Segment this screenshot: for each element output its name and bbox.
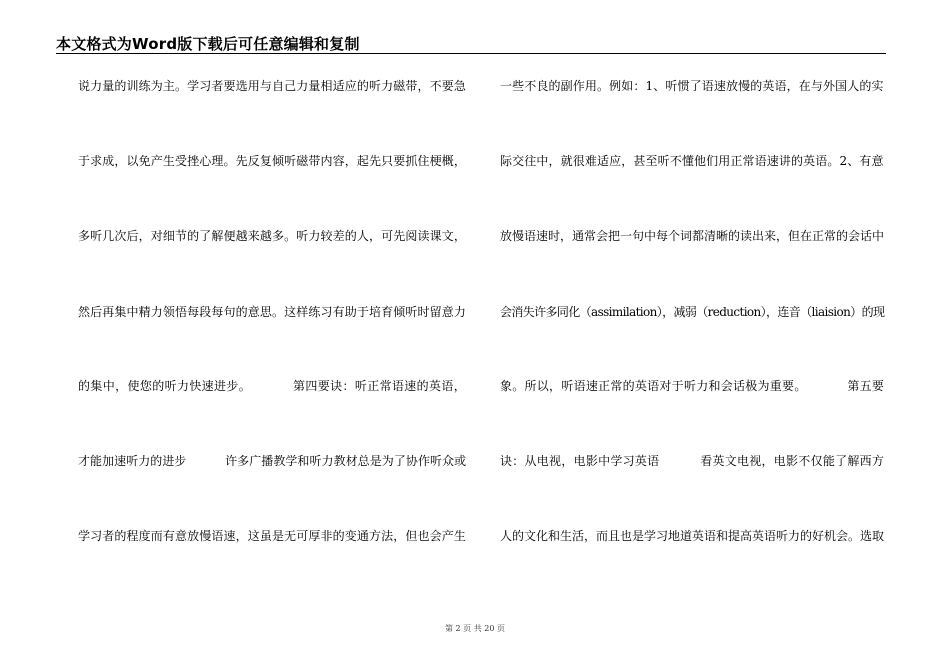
page-number-footer: 第 2 页 共 20 页 — [445, 624, 505, 633]
text-line: 象。所以，听语速正常的英语对于听力和会话极为重要。 第五要 — [500, 379, 885, 393]
text-line: 于求成，以免产生受挫心理。先反复倾听磁带内容，起先只要抓住梗概， — [78, 154, 467, 168]
text-line: 说力量的训练为主。学习者要选用与自己力量相适应的听力磁带，不要急 — [78, 79, 467, 93]
header-divider — [56, 53, 886, 54]
text-line: 放慢语速时，通常会把一句中每个词都清晰的读出来，但在正常的会话中 — [500, 229, 885, 243]
page-header-title: 本文格式为Word版下载后可任意编辑和复制 — [56, 35, 360, 53]
text-line: 学习者的程度而有意放慢语速，这虽是无可厚非的变通方法，但也会产生 — [78, 529, 467, 543]
text-line: 多听几次后，对细节的了解便越来越多。听力较差的人，可先阅读课文， — [78, 229, 467, 243]
text-line: 际交往中，就很难适应，甚至听不懂他们用正常语速讲的英语。2、有意 — [500, 154, 884, 168]
text-line: 一些不良的副作用。例如：1、听惯了语速放慢的英语，在与外国人的实 — [500, 79, 884, 93]
text-line: 会消失许多同化（assimilation），减弱（reduction），连音（liaision）的现 — [500, 305, 885, 319]
text-line: 才能加速听力的进步 许多广播教学和听力教材总是为了协作听众或 — [78, 454, 467, 468]
text-line: 人的文化和生活，而且也是学习地道英语和提高英语听力的好机会。选取 — [500, 529, 885, 543]
text-line: 然后再集中精力领悟每段每句的意思。这样练习有助于培育倾听时留意力 — [78, 305, 467, 319]
text-line: 的集中，使您的听力快速进步。 第四要诀：听正常语速的英语， — [78, 379, 467, 393]
text-line: 诀：从电视，电影中学习英语 看英文电视，电影不仅能了解西方 — [500, 454, 885, 468]
